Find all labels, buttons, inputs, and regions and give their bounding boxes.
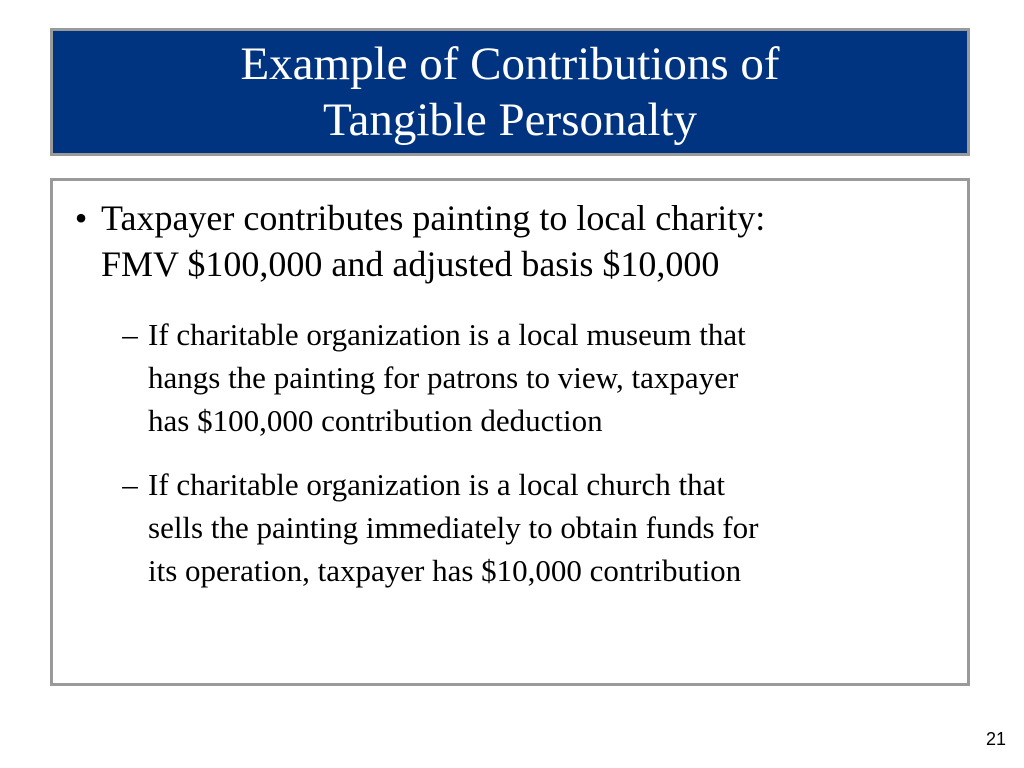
sub-bullet-line: sells the painting immediately to obtain funds for	[148, 510, 759, 545]
sub-bullet-line: has $100,000 contribution deduction	[148, 403, 603, 438]
sub-bullet-text	[148, 313, 958, 442]
sub-bullet-line: its operation, taxpayer has $10,000 contribution	[148, 553, 742, 588]
sub-bullet-marker: –	[122, 317, 138, 352]
bullet-marker: •	[74, 198, 88, 238]
bullet-line-2: FMV $100,000 and adjusted basis $10,000	[101, 244, 720, 284]
title-box	[50, 28, 970, 156]
sub-bullet-line: If charitable organization is a local church that	[148, 467, 725, 502]
bullet-line-1: Taxpayer contributes painting to local charity:	[101, 198, 766, 238]
sub-bullet-line: hangs the painting for patrons to view, taxpayer	[148, 360, 739, 395]
page-number: 21	[985, 729, 1006, 749]
sub-bullet-line: If charitable organization is a local museum that	[148, 317, 746, 352]
sub-bullet-marker: –	[122, 467, 138, 502]
bullet-text	[101, 195, 961, 287]
slide-title-line-1: Example of Contributions of	[240, 38, 780, 90]
sub-bullet-text	[148, 463, 958, 592]
slide-title-line-2: Tangible Personalty	[323, 94, 697, 146]
content-box	[50, 178, 970, 686]
